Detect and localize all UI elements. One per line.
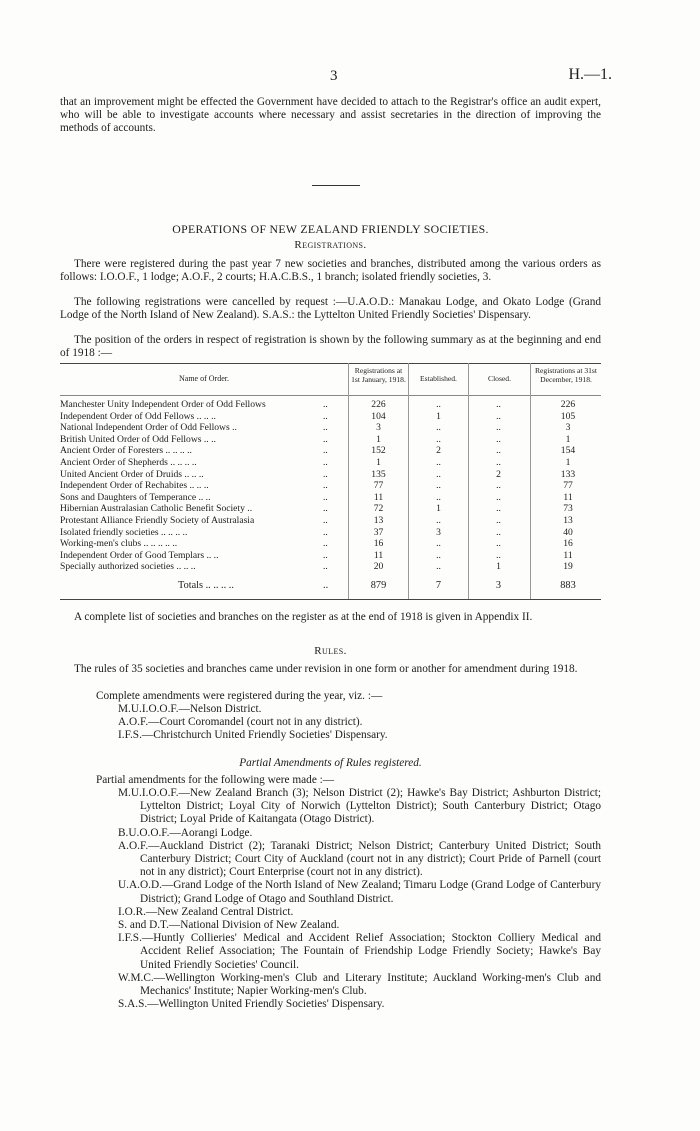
table-row [60, 446, 601, 456]
row-leader: .. [323, 526, 328, 538]
order-name: Manchester Unity Independent Order of Odd Fellows [60, 399, 266, 410]
table-row [60, 504, 601, 514]
order-name: Independent Order of Rechabites .. .. .. [60, 480, 209, 492]
closed-value: .. [496, 480, 501, 492]
registrations-start-value: 152 [371, 445, 386, 457]
list-item: A.O.F.—Auckland District (2); Taranaki District; Nelson District; Canterbury United District; South Canterbury District; Court City of Auckland (court not in any district); Court Pride of Parnell (court not in any district); Court Enterprise (court not in any district). [118, 839, 601, 879]
totals-established: 7 [435, 580, 442, 591]
order-name: Specially authorized societies .. .. .. [60, 561, 196, 573]
established-value: .. [436, 515, 441, 526]
order-name: Isolated friendly societies .. .. .. .. [60, 526, 188, 538]
row-leader: .. [323, 468, 328, 480]
registrations-start-value: 72 [373, 503, 384, 515]
registrations-end-value: 73 [563, 503, 573, 515]
appendix-note: A complete list of societies and branches on the register as at the end of 1918 is given in Appendix II. [74, 611, 533, 623]
established-value: .. [436, 399, 441, 410]
established-value: .. [436, 561, 441, 573]
registrations-start-value: 1 [376, 433, 381, 445]
registrations-paragraph-3: The position of the orders in respect of registration is shown by the following summary as at the beginning and end of 1918 :— [60, 334, 601, 360]
list-item: I.F.S.—Huntly Collieries' Medical and Accident Relief Association; Stockton Colliery Medical and Accident Relief Association; The Fountain of Friendship Lodge Friendly Society; Hawke's Bay United Friendly Societies' Council. [118, 932, 601, 971]
closed-value: .. [496, 549, 501, 561]
list-item: M.U.I.O.O.F.—New Zealand Branch (3); Nelson District (2); Hawke's Bay District; Ashburton District; Lyttelton District; Loyal City of Norwich (Lyttelton District); South Canterbury District; Otago District; Loyal Pride of Kaitangata (Otago District). [118, 787, 601, 826]
partial-amendments-intro: Partial amendments for the following were made :— [96, 774, 335, 786]
registrations-paragraph-2: The following registrations were cancelled by request :—U.A.O.D.: Manakau Lodge, and Okato Lodge (Grand Lodge of the North Island of New Zealand). S.A.S.: the Lyttelton United Friendly Societies' Dispensary. [60, 296, 601, 322]
table-row [60, 412, 601, 422]
row-leader: .. [323, 503, 328, 515]
order-name: Ancient Order of Foresters .. .. .. .. [60, 445, 192, 457]
registrations-end-value: 154 [560, 445, 576, 457]
registrations-start-value: 11 [373, 549, 384, 561]
section-title: OPERATIONS OF NEW ZEALAND FRIENDLY SOCIETIES. [172, 222, 489, 236]
closed-value: .. [496, 445, 501, 457]
registrations-end-value: 40 [563, 526, 573, 538]
table-row [60, 539, 601, 549]
row-leader: .. [323, 580, 329, 591]
closed-value: .. [496, 457, 501, 468]
registrations-start-value: 1 [376, 457, 381, 468]
list-item: M.U.I.O.O.F.—Nelson District. [118, 703, 262, 715]
order-name: Working-men's clubs .. .. .. .. .. [60, 538, 178, 550]
registrations-end-value: 226 [560, 399, 576, 410]
row-leader: .. [323, 445, 328, 457]
registrations-end-value: 1 [565, 433, 571, 445]
registrations-paragraph-1: There were registered during the past year 7 new societies and branches, distributed among the various orders as follows: I.O.O.F., 1 lodge; A.O.F., 2 courts; H.A.C.B.S., 1 branch; isolated friendly societies, 3. [60, 258, 601, 284]
table-row [60, 481, 601, 491]
registrations-start-value: 11 [373, 491, 384, 503]
closed-value: .. [496, 422, 501, 434]
order-name: Ancient Order of Shepherds .. .. .. .. [60, 457, 197, 468]
registrations-start-value: 13 [373, 515, 384, 526]
registrations-end-value: 105 [560, 410, 576, 422]
section-divider [312, 185, 360, 186]
closed-value: 1 [496, 561, 501, 573]
established-value: .. [436, 480, 441, 492]
header-name-of-order: Name of Order. [179, 374, 229, 383]
closed-value: .. [496, 526, 501, 538]
closed-value: .. [496, 538, 501, 550]
table-row [60, 435, 601, 445]
registrations-start-value: 104 [371, 410, 386, 422]
registrations-start-value: 226 [371, 399, 386, 410]
registrations-end-value: 13 [563, 515, 573, 526]
established-value: 3 [436, 526, 441, 538]
table-row [60, 423, 601, 433]
order-name: Protestant Alliance Friendly Society of Australasia [60, 515, 255, 526]
established-value: .. [436, 433, 441, 445]
totals-label: Totals .. .. .. .. [178, 580, 234, 591]
header-closed: Closed. [488, 374, 511, 383]
list-item: W.M.C.—Wellington Working-men's Club and Literary Institute; Auckland Working-men's Club and Mechanics' Institute; Napier Working-men's Club. [118, 971, 601, 998]
registrations-end-value: 16 [563, 538, 573, 550]
header-registrations-start: Registrations at 1st January, 1918. [351, 366, 406, 384]
order-name: United Ancient Order of Druids .. .. .. [60, 468, 204, 480]
list-item: I.O.R.—New Zealand Central District. [118, 905, 294, 918]
closed-value: .. [496, 433, 501, 445]
closed-value: .. [496, 410, 501, 422]
registrations-start-value: 20 [373, 561, 384, 573]
row-leader: .. [323, 457, 328, 468]
registrations-start-value: 135 [371, 468, 386, 480]
table-row [60, 551, 601, 561]
closed-value: 2 [496, 468, 501, 480]
order-name: British United Order of Odd Fellows .. .. [60, 433, 216, 445]
order-name: Independent Order of Odd Fellows .. .. .. [60, 410, 216, 422]
established-value: .. [436, 468, 441, 480]
table-row [60, 562, 601, 572]
list-item: S.A.S.—Wellington United Friendly Societies' Dispensary. [118, 998, 385, 1011]
table-row [60, 400, 601, 410]
totals-closed: 3 [495, 580, 502, 591]
established-value: .. [436, 491, 441, 503]
rules-heading: Rules. [314, 645, 347, 657]
registrations-start-value: 37 [373, 526, 384, 538]
row-leader: .. [323, 561, 328, 573]
established-value: .. [436, 457, 441, 468]
closed-value: .. [496, 515, 501, 526]
registrations-end-value: 19 [563, 561, 573, 573]
registrations-end-value: 1 [565, 457, 571, 468]
row-leader: .. [323, 515, 328, 526]
row-leader: .. [323, 399, 328, 410]
list-item: S. and D.T.—National Division of New Zealand. [118, 919, 340, 932]
established-value: .. [436, 538, 441, 550]
order-name: National Independent Order of Odd Fellows .. [60, 422, 237, 434]
registrations-end-value: 77 [563, 480, 573, 492]
list-item: B.U.O.O.F.—Aorangi Lodge. [118, 826, 253, 839]
complete-amendments-list [118, 703, 601, 743]
table-row [60, 528, 601, 538]
list-item: I.F.S.—Christchurch United Friendly Societies' Dispensary. [118, 729, 388, 742]
intro-paragraph: that an improvement might be effected the Government have decided to attach to the Registrar's office an audit expert, who will be able to investigate accounts where necessary and assist secretaries in the direction of improving the methods of accounts. [60, 96, 601, 135]
registrations-start-value: 77 [373, 480, 384, 492]
table-row [60, 458, 601, 468]
established-value: 2 [436, 445, 441, 457]
header-established: Established. [420, 374, 457, 383]
registrations-start-value: 3 [376, 422, 381, 434]
totals-end: 883 [560, 580, 576, 591]
row-leader: .. [323, 549, 328, 561]
order-name: Independent Order of Good Templars .. .. [60, 549, 219, 561]
registrations-end-value: 133 [560, 468, 576, 480]
row-leader: .. [323, 491, 328, 503]
rules-paragraph: The rules of 35 societies and branches came under revision in one form or another for amendment during 1918. [74, 663, 578, 675]
complete-amendments-intro: Complete amendments were registered during the year, viz. :— [96, 690, 383, 702]
established-value: 1 [436, 503, 441, 515]
row-leader: .. [323, 422, 328, 434]
established-value: 1 [436, 410, 441, 422]
table-row [60, 516, 601, 526]
list-item: A.O.F.—Court Coromandel (court not in any district). [118, 716, 363, 729]
header-registrations-end: Registrations at 31st December, 1918. [534, 366, 597, 384]
order-name: Sons and Daughters of Temperance .. .. [60, 491, 211, 503]
closed-value: .. [496, 491, 501, 503]
totals-start: 879 [370, 580, 387, 591]
table-row [60, 470, 601, 480]
established-value: .. [436, 549, 441, 561]
registrations-end-value: 3 [565, 422, 571, 434]
registrations-end-value: 11 [563, 491, 573, 503]
row-leader: .. [323, 480, 328, 492]
table-top-rule [60, 363, 601, 364]
registrations-heading: Registrations. [294, 239, 367, 251]
closed-value: .. [496, 503, 501, 515]
list-item: U.A.O.D.—Grand Lodge of the North Island of New Zealand; Timaru Lodge (Grand Lodge of Canterbury District); Grand Lodge of Otago and Southland District. [118, 879, 601, 905]
totals-row [60, 581, 601, 591]
document-reference: H.—1. [568, 66, 612, 83]
row-leader: .. [323, 433, 328, 445]
partial-amendments-heading: Partial Amendments of Rules registered. [239, 757, 422, 769]
closed-value: .. [496, 399, 501, 410]
partial-amendments-list [118, 787, 601, 1011]
registrations-start-value: 16 [373, 538, 384, 550]
page-number: 3 [330, 68, 338, 84]
order-name: Hibernian Australasian Catholic Benefit Society .. [60, 503, 253, 515]
registrations-end-value: 11 [563, 549, 573, 561]
registrations-table [60, 363, 601, 603]
table-bottom-rule [60, 599, 601, 600]
row-leader: .. [323, 410, 328, 422]
table-header-rule [60, 395, 601, 396]
row-leader: .. [323, 538, 328, 550]
table-row [60, 493, 601, 503]
established-value: .. [436, 422, 441, 434]
